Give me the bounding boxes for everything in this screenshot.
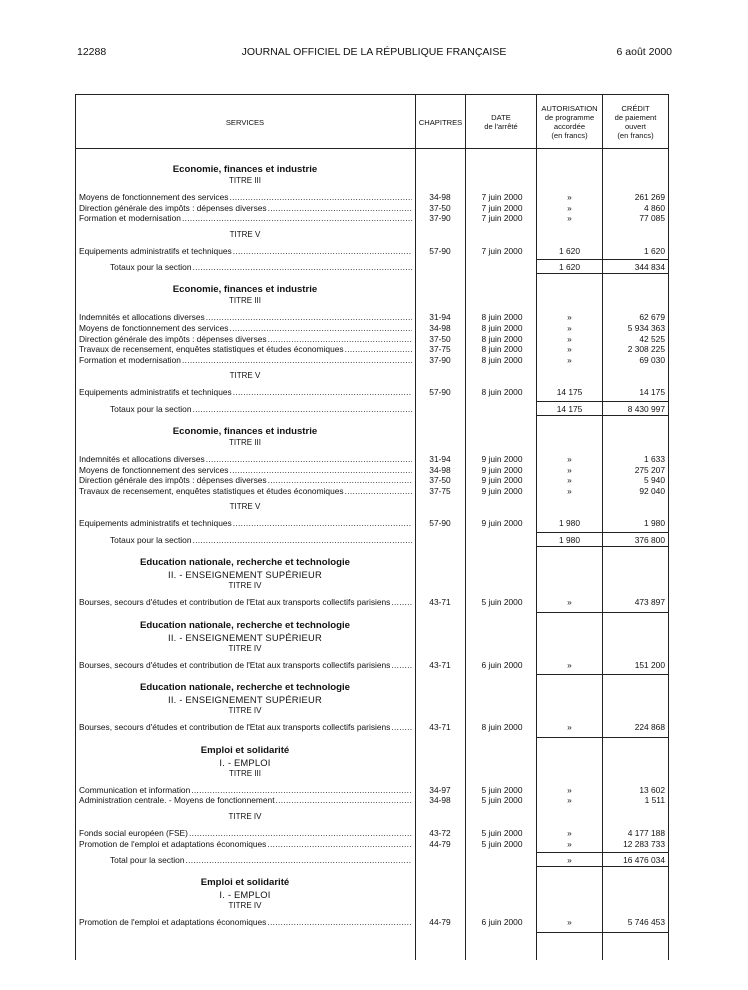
row-autorisation: »	[567, 333, 572, 344]
row-label: Equipements administratifs et techniques .....	[79, 246, 412, 256]
section-subtitle: II. - ENSEIGNEMENT SUPÉRIEUR	[168, 631, 322, 643]
row-label: Promotion de l'emploi et adaptations économiques .....	[79, 917, 412, 927]
row-credit: 1 633	[644, 454, 665, 464]
column-header-services: SERVICES	[225, 117, 265, 127]
total-autorisation: 14 175	[556, 404, 583, 414]
row-credit: 5 934 363	[627, 323, 665, 333]
row-chapitre: 34-98	[429, 464, 451, 475]
row-date: 7 juin 2000	[481, 213, 523, 224]
row-chapitre: 37-90	[429, 354, 451, 365]
column-header-autorisation: AUTORISATION de programme accordée (en francs)	[541, 104, 598, 140]
row-label: Direction générale des impôts : dépenses diverses .....	[79, 203, 412, 213]
row-date: 9 juin 2000	[481, 454, 523, 464]
row-credit: 473 897	[634, 597, 665, 607]
row-credit: 1 620	[644, 245, 665, 256]
row-date: 8 juin 2000	[481, 387, 523, 398]
section-subtitle: I. - EMPLOI	[219, 756, 271, 768]
section-rule	[537, 932, 668, 933]
row-autorisation: »	[567, 485, 572, 496]
row-chapitre: 57-90	[429, 245, 451, 256]
titre-heading: TITRE III	[229, 768, 261, 778]
total-credit: 8 430 997	[627, 404, 665, 414]
total-rule	[537, 546, 668, 547]
row-credit: 14 175	[639, 387, 665, 398]
row-autorisation: »	[567, 828, 572, 838]
row-label: Formation et modernisation .....	[79, 355, 412, 365]
row-label: Direction générale des impôts : dépenses diverses .....	[79, 475, 412, 485]
row-date: 7 juin 2000	[481, 202, 523, 213]
total-rule	[537, 532, 668, 533]
titre-heading: TITRE III	[229, 438, 261, 447]
row-chapitre: 37-75	[429, 485, 451, 496]
row-chapitre: 34-98	[429, 795, 451, 806]
row-credit: 5 746 453	[627, 917, 665, 928]
row-autorisation: 1 620	[559, 245, 580, 256]
row-date: 5 juin 2000	[481, 838, 523, 849]
row-label: Moyens de fonctionnement des services .....	[79, 323, 412, 333]
row-label: Fonds social européen (FSE) .....	[79, 828, 412, 838]
total-credit: 16 476 034	[623, 855, 665, 866]
row-credit: 4 177 188	[627, 828, 665, 838]
row-autorisation: »	[567, 795, 572, 806]
row-autorisation: »	[567, 722, 572, 733]
row-chapitre: 43-71	[429, 722, 451, 733]
row-date: 6 juin 2000	[481, 659, 523, 670]
row-label: Equipements administratifs et techniques .....	[79, 518, 412, 528]
titre-heading: TITRE V	[229, 229, 261, 239]
row-chapitre: 43-72	[429, 828, 451, 838]
row-autorisation: »	[567, 312, 572, 323]
row-autorisation: »	[567, 192, 572, 202]
credits-table	[75, 94, 669, 960]
row-date: 8 juin 2000	[481, 344, 523, 355]
row-autorisation: »	[567, 597, 572, 607]
row-autorisation: »	[567, 838, 572, 849]
row-autorisation: »	[567, 454, 572, 464]
row-credit: 1 511	[644, 795, 665, 806]
row-credit: 77 085	[639, 213, 665, 224]
row-date: 5 juin 2000	[481, 597, 523, 607]
titre-heading: TITRE V	[229, 502, 261, 512]
titre-heading: TITRE IV	[228, 581, 262, 590]
section-subtitle: I. - EMPLOI	[219, 889, 271, 901]
row-credit: 62 679	[639, 312, 665, 323]
row-credit: 151 200	[634, 659, 665, 670]
row-date: 8 juin 2000	[481, 323, 523, 333]
table-top-border	[75, 94, 669, 95]
total-autorisation: »	[567, 855, 572, 866]
row-label: Indemnités et allocations diverses .....	[79, 312, 412, 322]
row-credit: 1 980	[644, 518, 665, 529]
total-rule	[537, 401, 668, 402]
total-autorisation: 1 980	[559, 535, 580, 545]
section-subtitle: II. - ENSEIGNEMENT SUPÉRIEUR	[168, 569, 322, 580]
row-label: Administration centrale. - Moyens de fonctionnement .....	[79, 795, 412, 805]
total-credit: 376 800	[634, 535, 665, 545]
row-date: 8 juin 2000	[481, 354, 523, 365]
row-label: Communication et information .....	[79, 785, 412, 795]
total-rule	[537, 866, 668, 867]
total-label: Totaux pour la section .....	[110, 404, 412, 414]
row-credit: 69 030	[639, 354, 665, 365]
titre-heading: TITRE III	[229, 296, 261, 306]
row-autorisation: »	[567, 464, 572, 475]
total-rule	[537, 415, 668, 416]
total-rule	[537, 852, 668, 853]
row-label: Bourses, secours d'études et contribution de l'Etat aux transports collectifs parisiens .....	[79, 660, 412, 670]
section-subtitle: II. - ENSEIGNEMENT SUPÉRIEUR	[168, 694, 322, 706]
titre-heading: TITRE IV	[228, 706, 262, 716]
row-chapitre: 34-98	[429, 323, 451, 333]
total-label: Totaux pour la section .....	[110, 262, 412, 272]
column-header-date: DATE de l'arrêté	[484, 113, 518, 131]
row-autorisation: »	[567, 344, 572, 355]
row-chapitre: 37-75	[429, 344, 451, 355]
row-credit: 5 940	[644, 475, 665, 486]
row-credit: 42 525	[639, 333, 665, 344]
section-title: Economie, finances et industrie	[172, 164, 318, 175]
titre-heading: TITRE III	[229, 176, 261, 185]
row-autorisation: »	[567, 659, 572, 670]
page-number: 12288	[77, 46, 107, 58]
section-title: Education nationale, recherche et technologie	[139, 557, 351, 568]
row-label: Formation et modernisation .....	[79, 213, 412, 223]
total-rule	[537, 273, 668, 274]
row-chapitre: 34-97	[429, 784, 451, 795]
row-label: Promotion de l'emploi et adaptations économiques .....	[79, 839, 412, 849]
row-chapitre: 57-90	[429, 518, 451, 529]
row-chapitre: 37-50	[429, 475, 451, 486]
row-date: 5 juin 2000	[481, 795, 523, 806]
row-date: 9 juin 2000	[481, 485, 523, 496]
row-date: 5 juin 2000	[481, 828, 523, 838]
titre-heading: TITRE V	[229, 371, 261, 381]
row-autorisation: »	[567, 784, 572, 795]
row-date: 9 juin 2000	[481, 464, 523, 475]
total-label: Total pour la section .....	[110, 855, 412, 865]
row-date: 6 juin 2000	[481, 917, 523, 928]
total-label: Totaux pour la section .....	[110, 535, 412, 545]
row-autorisation: »	[567, 917, 572, 928]
column-header-chapitres: CHAPITRES	[418, 117, 463, 127]
row-chapitre: 37-50	[429, 202, 451, 213]
column-divider	[465, 94, 466, 960]
row-label: Direction générale des impôts : dépenses diverses .....	[79, 334, 412, 344]
total-rule	[537, 259, 668, 260]
section-rule	[537, 737, 668, 738]
row-label: Bourses, secours d'études et contribution de l'Etat aux transports collectifs parisiens .....	[79, 722, 412, 732]
row-label: Travaux de recensement, enquêtes statistiques et études économiques .....	[79, 344, 412, 354]
section-title: Education nationale, recherche et technologie	[139, 682, 351, 694]
total-credit: 344 834	[634, 262, 665, 273]
row-autorisation: »	[567, 213, 572, 224]
row-chapitre: 31-94	[429, 312, 451, 323]
row-credit: 4 860	[644, 202, 665, 213]
titre-heading: TITRE IV	[228, 643, 262, 653]
section-rule	[537, 612, 668, 613]
row-autorisation: »	[567, 323, 572, 333]
section-title: Education nationale, recherche et technologie	[139, 619, 351, 631]
table-left-border	[75, 94, 76, 960]
row-autorisation: »	[567, 354, 572, 365]
row-date: 7 juin 2000	[481, 245, 523, 256]
section-rule	[537, 674, 668, 675]
journal-title: JOURNAL OFFICIEL DE LA RÉPUBLIQUE FRANÇAISE	[241, 46, 507, 58]
row-label: Bourses, secours d'études et contribution de l'Etat aux transports collectifs parisiens .....	[79, 597, 412, 607]
row-credit: 261 269	[634, 192, 665, 202]
row-date: 9 juin 2000	[481, 518, 523, 529]
row-label: Moyens de fonctionnement des services .....	[79, 192, 412, 202]
section-title: Economie, finances et industrie	[172, 426, 318, 437]
table-right-border	[668, 94, 669, 960]
row-chapitre: 37-90	[429, 213, 451, 224]
row-chapitre: 43-71	[429, 597, 451, 607]
section-title: Emploi et solidarité	[200, 877, 290, 889]
row-date: 8 juin 2000	[481, 722, 523, 733]
row-chapitre: 37-50	[429, 333, 451, 344]
row-date: 9 juin 2000	[481, 475, 523, 486]
row-credit: 13 602	[639, 784, 665, 795]
row-autorisation: »	[567, 202, 572, 213]
row-date: 5 juin 2000	[481, 784, 523, 795]
row-chapitre: 31-94	[429, 454, 451, 464]
row-credit: 224 868	[634, 722, 665, 733]
row-credit: 12 283 733	[623, 838, 665, 849]
row-label: Travaux de recensement, enquêtes statistiques et études économiques .....	[79, 486, 412, 496]
row-chapitre: 57-90	[429, 387, 451, 398]
row-credit: 92 040	[639, 485, 665, 496]
section-title: Economie, finances et industrie	[172, 284, 318, 296]
row-autorisation: 1 980	[559, 518, 580, 529]
publication-date: 6 août 2000	[616, 46, 672, 58]
row-date: 8 juin 2000	[481, 312, 523, 323]
row-credit: 275 207	[634, 464, 665, 475]
column-header-credit: CRÉDIT de paiement ouvert (en francs)	[614, 104, 657, 140]
row-date: 8 juin 2000	[481, 333, 523, 344]
titre-heading: TITRE IV	[228, 901, 262, 911]
section-title: Emploi et solidarité	[200, 744, 290, 756]
row-autorisation: »	[567, 475, 572, 486]
row-label: Equipements administratifs et techniques .....	[79, 387, 412, 397]
row-date: 7 juin 2000	[481, 192, 523, 202]
table-header-border	[75, 148, 669, 149]
total-autorisation: 1 620	[559, 262, 580, 273]
row-chapitre: 44-79	[429, 917, 451, 928]
row-autorisation: 14 175	[556, 387, 583, 398]
row-chapitre: 44-79	[429, 838, 451, 849]
row-credit: 2 308 225	[627, 344, 665, 355]
row-chapitre: 43-71	[429, 659, 451, 670]
row-chapitre: 34-98	[429, 192, 451, 202]
titre-heading: TITRE IV	[228, 812, 262, 821]
row-label: Indemnités et allocations diverses .....	[79, 454, 412, 464]
row-label: Moyens de fonctionnement des services .....	[79, 465, 412, 475]
